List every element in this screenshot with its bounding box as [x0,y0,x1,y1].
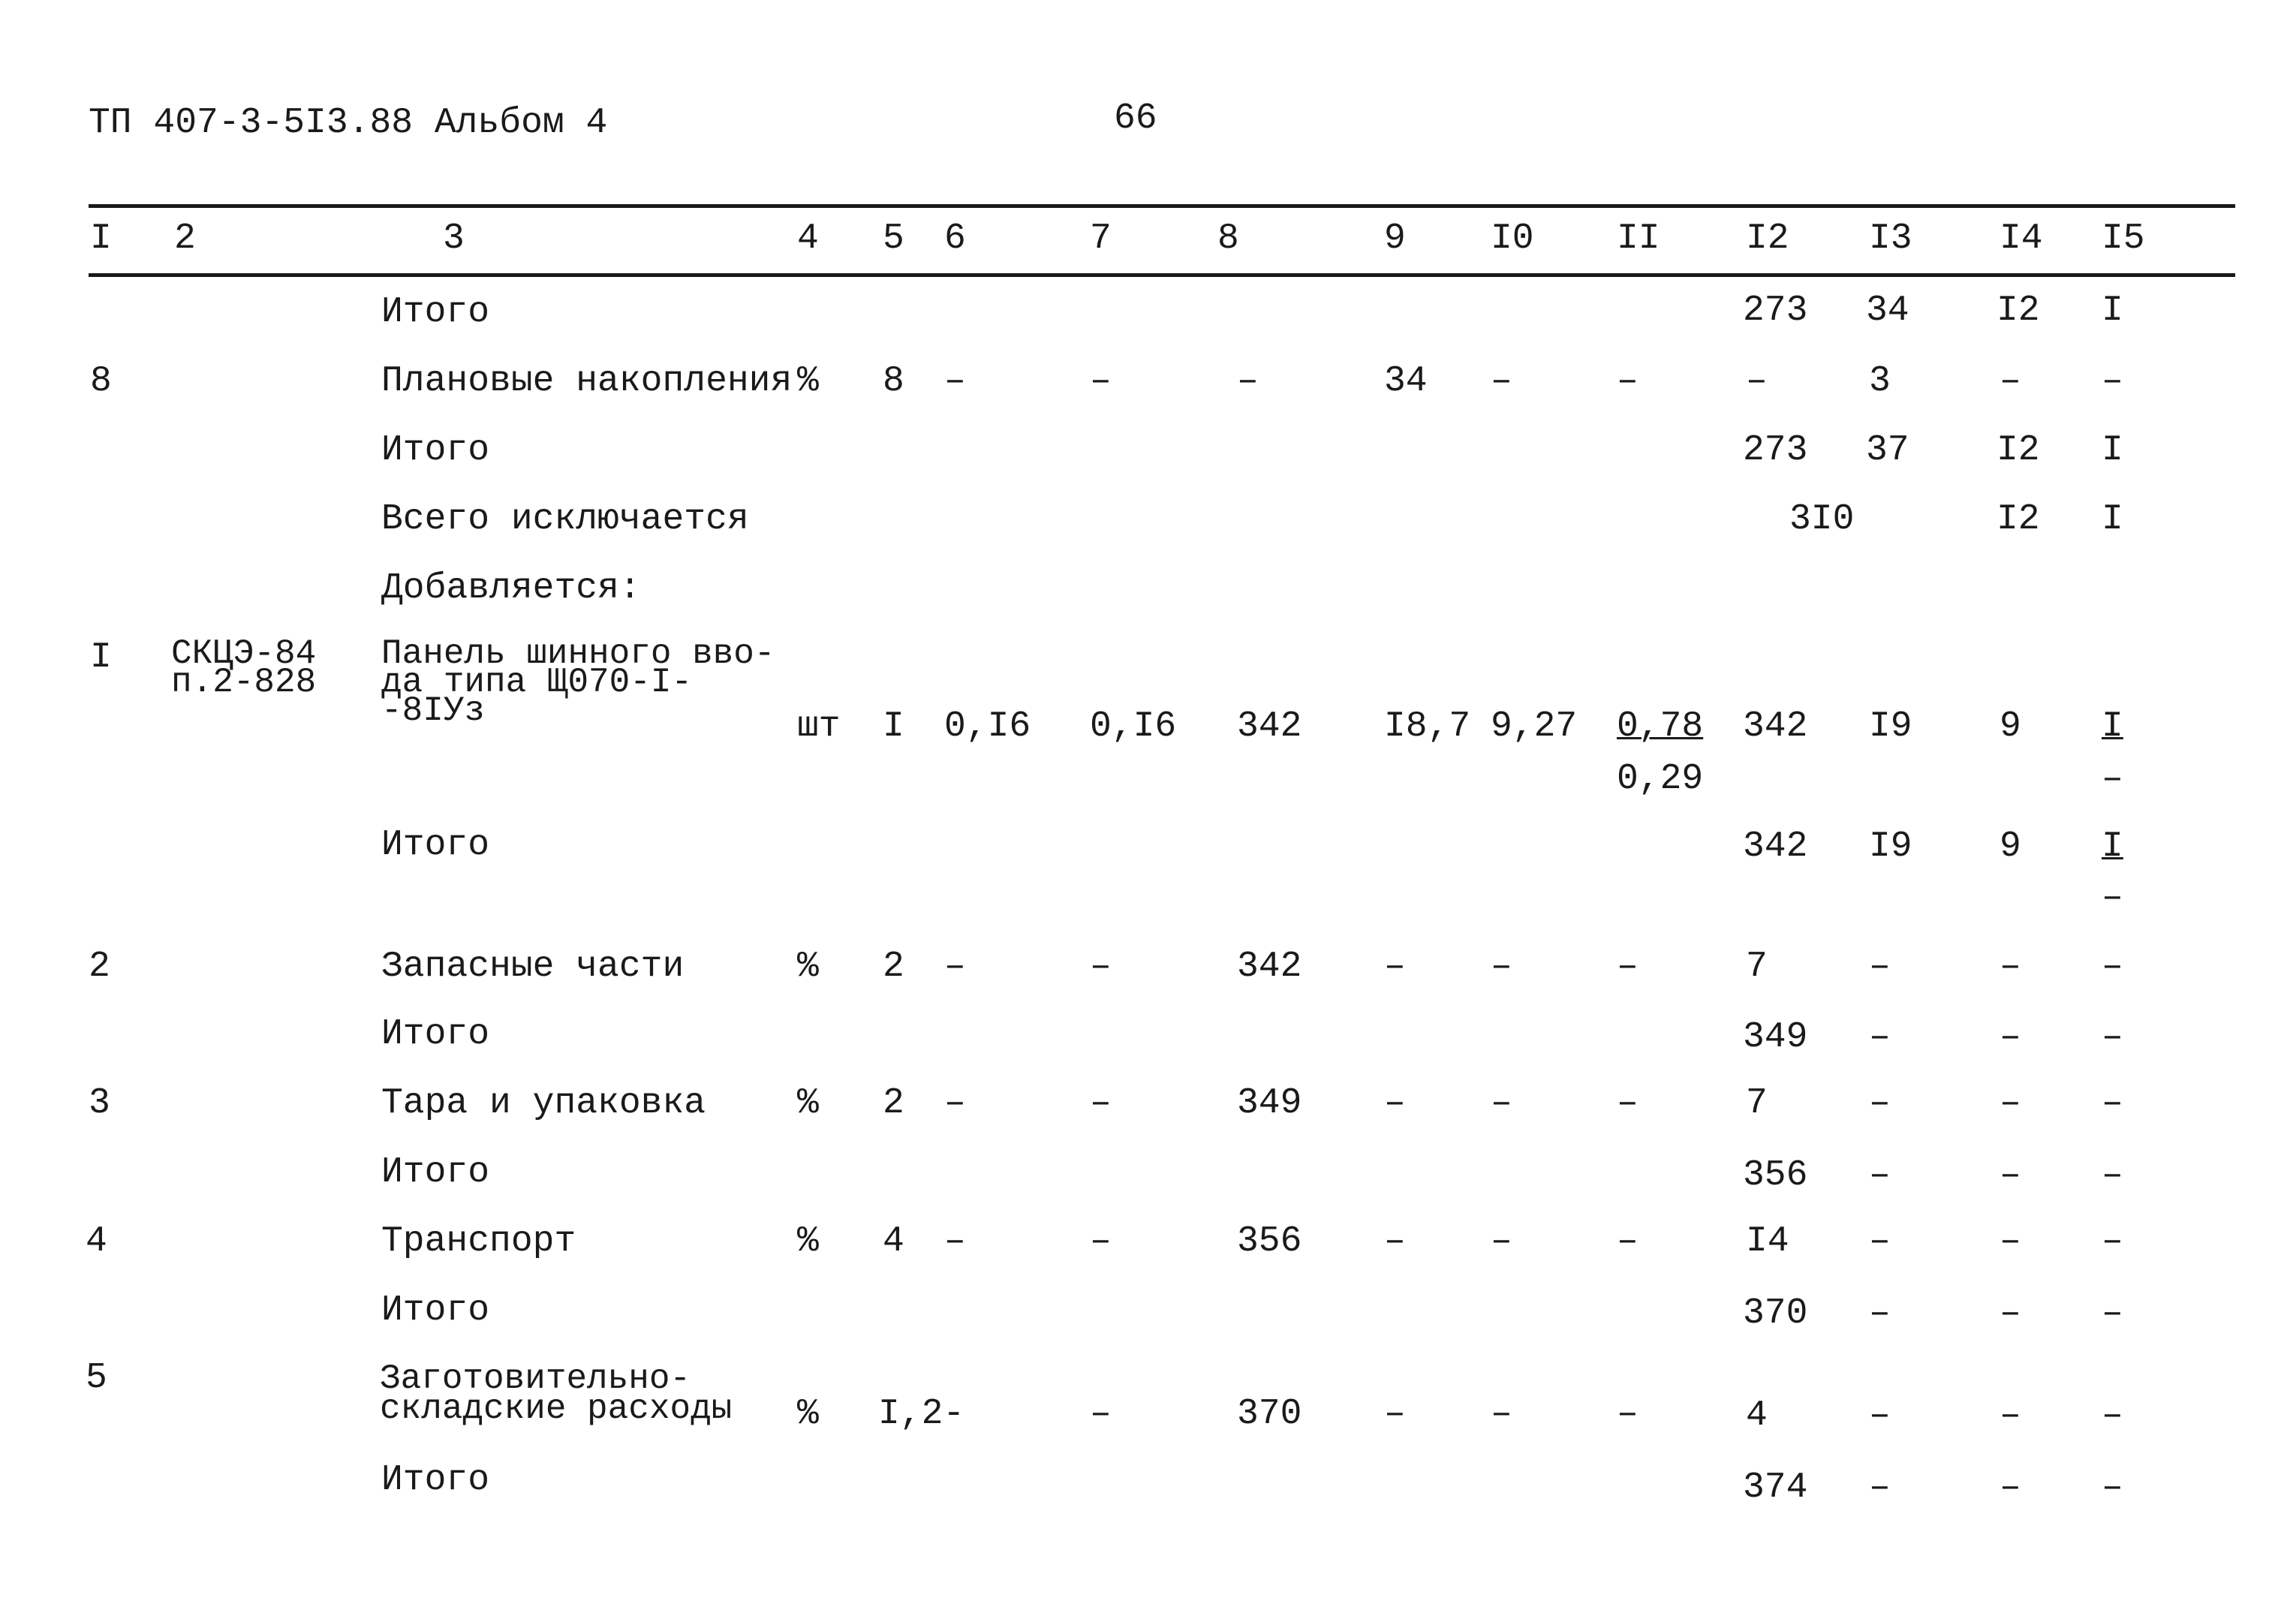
row-label: Итого [381,1290,490,1331]
cell-col14: I2 [1997,430,2040,471]
cell-col8: 342 [1237,706,1302,747]
col-header-7: 7 [1090,218,1112,259]
row-number: 8 [90,361,112,402]
cell-col5: 4 [883,1221,904,1262]
cell-col13: 37 [1866,430,1909,471]
cell-col10: – [1491,1394,1512,1434]
cell-col5: I [883,706,904,747]
cell-col15: – [2102,1467,2123,1508]
col-header-11: II [1617,218,1660,259]
cell-col12: 7 [1746,1083,1768,1124]
cell-col7: – [1090,946,1112,987]
row-label-line1: Заготовительно- [380,1359,691,1398]
cell-col7: – [1090,1221,1112,1262]
cell-col15: – [2102,1395,2123,1436]
document-code: ТП 407-3-5I3.88 Альбом 4 [89,103,608,143]
cell-col13: – [1869,1221,1891,1262]
row-label: Итого [381,430,490,471]
row-number: I [90,637,112,678]
row-label: Запасные части [381,946,685,987]
row-label-line3: -8IУз [381,691,486,730]
cell-col15: I [2102,706,2123,747]
cell-col14: 9 [2000,706,2021,747]
cell-col5: I,2- [878,1394,965,1434]
row-number: 3 [89,1083,110,1124]
cell-col11: – [1617,1394,1638,1434]
row-label: Итого [381,1152,490,1193]
cell-col8: 370 [1237,1394,1302,1434]
col-header-1: I [90,218,112,259]
cell-col15: – [2102,1155,2123,1196]
cell-col12: 374 [1743,1467,1808,1508]
cell-col4: % [797,361,819,402]
row-label: Тара и упаковка [381,1083,706,1124]
cell-col9: – [1384,1394,1406,1434]
cell-col10: 9,27 [1491,706,1578,747]
row-label-line1: Панель шинного вво- [381,634,775,673]
col-header-9: 9 [1384,218,1406,259]
cell-col14: I2 [1997,290,2040,331]
cell-col14: – [2000,1467,2021,1508]
cell-col15: I [2102,290,2123,331]
cell-col14: – [2000,1155,2021,1196]
cell-col13: 3 [1869,361,1891,402]
cell-col13: – [1869,1155,1891,1196]
cell-col14: – [2000,361,2021,402]
cell-col12: – [1746,361,1768,402]
cell-col7: – [1090,1394,1112,1434]
row-label: Добавляется: [381,568,641,609]
row-number: 4 [86,1221,107,1262]
cell-col5: 2 [883,1083,904,1124]
row-number: 5 [86,1358,107,1398]
cell-col14: 9 [2000,826,2021,867]
cell-col12: 273 [1743,290,1808,331]
row-label-line2: да типа Щ070-I- [381,663,693,702]
row-label-line2: складские расходы [380,1389,733,1428]
cell-col15: – [2102,1221,2123,1262]
cell-col12-13-merged: 3I0 [1789,499,1855,540]
cell-col11: – [1617,946,1638,987]
cell-col4: шт [797,706,841,747]
cell-col4: % [797,946,819,987]
cell-col6: – [944,1221,966,1262]
cell-col15: I [2102,499,2123,540]
cell-col4: % [797,1221,819,1262]
cell-col13: I9 [1869,826,1912,867]
col-header-2: 2 [174,218,196,259]
cell-col15-sub: – [2102,759,2123,799]
cell-col13: – [1869,1017,1891,1058]
cell-col13: – [1869,1293,1891,1334]
cell-col15: – [2102,361,2123,402]
cell-col12: 349 [1743,1017,1808,1058]
cell-col13: – [1869,1467,1891,1508]
cell-col11: 0,78 [1617,706,1704,747]
cell-col15: – [2102,946,2123,987]
cell-col11: – [1617,361,1638,402]
price-list-ref-line1: СКЦЭ-84 [171,634,317,673]
cell-col7: 0,I6 [1090,706,1177,747]
row-number: 2 [89,946,110,987]
row-label: Итого [381,825,490,865]
cell-col12: 356 [1743,1155,1808,1196]
cell-col13: – [1869,1395,1891,1436]
cell-col10: – [1491,1083,1512,1124]
row-label: Всего исключается [381,499,749,540]
cell-col10: – [1491,361,1512,402]
cell-col9: – [1384,946,1406,987]
cell-col8: – [1237,361,1259,402]
cell-col15: – [2102,1293,2123,1334]
cell-col13: – [1869,1083,1891,1124]
cell-col10: – [1491,1221,1512,1262]
cell-col8: 342 [1237,946,1302,987]
cell-col4: % [797,1394,819,1434]
row-label: Плановые накопления [381,361,793,402]
cell-col15: – [2102,1017,2123,1058]
cell-col12: 7 [1746,946,1768,987]
cell-col5: 2 [883,946,904,987]
col-header-3: 3 [443,218,465,259]
cell-col13: 34 [1866,290,1909,331]
cell-col14: I2 [1997,499,2040,540]
col-header-10: I0 [1491,218,1534,259]
cell-col9: I8,7 [1384,706,1471,747]
row-label: Итого [381,1460,490,1500]
cell-col6: – [944,361,966,402]
cell-col9: – [1384,1221,1406,1262]
cell-col12: 4 [1746,1395,1768,1436]
cell-col15: – [2102,1083,2123,1124]
cell-col14: – [2000,1221,2021,1262]
cell-col12: 342 [1743,826,1808,867]
cell-col9: 34 [1384,361,1428,402]
cell-col6: – [944,1083,966,1124]
row-label: Итого [381,292,490,333]
col-header-13: I3 [1869,218,1912,259]
col-header-6: 6 [944,218,966,259]
cell-col5: 8 [883,361,904,402]
col-header-5: 5 [883,218,904,259]
cell-col7: – [1090,1083,1112,1124]
cell-col15-sub: – [2102,877,2123,918]
cell-col12: I4 [1746,1221,1789,1262]
cell-col14: – [2000,1395,2021,1436]
col-header-15: I5 [2102,218,2145,259]
cell-col8: 349 [1237,1083,1302,1124]
page-number: 66 [1114,98,1157,139]
row-label: Итого [381,1014,490,1055]
cell-col7: – [1090,361,1112,402]
col-header-4: 4 [797,218,819,259]
cell-col9: – [1384,1083,1406,1124]
cell-col6: 0,I6 [944,706,1031,747]
cell-col14: – [2000,1083,2021,1124]
cell-col8: 356 [1237,1221,1302,1262]
cell-col12: 273 [1743,430,1808,471]
cell-col14: – [2000,1293,2021,1334]
cell-col13: I9 [1869,706,1912,747]
cell-col14: – [2000,1017,2021,1058]
price-list-ref-line2: п.2-828 [171,663,317,702]
cell-col11-sub: 0,29 [1617,759,1704,799]
cell-col11: – [1617,1221,1638,1262]
row-label: Транспорт [381,1221,576,1262]
col-header-8: 8 [1217,218,1239,259]
cell-col11: – [1617,1083,1638,1124]
cell-col12: 370 [1743,1293,1808,1334]
cell-col6: – [944,946,966,987]
col-header-14: I4 [2000,218,2043,259]
cell-col12: 342 [1743,706,1808,747]
cell-col10: – [1491,946,1512,987]
cell-col13: – [1869,946,1891,987]
cell-col15: I [2102,826,2123,867]
cell-col14: – [2000,946,2021,987]
cell-col15: I [2102,430,2123,471]
cell-col4: % [797,1083,819,1124]
table-top-rule [89,204,2235,208]
table-header-rule [89,273,2235,277]
col-header-12: I2 [1746,218,1789,259]
